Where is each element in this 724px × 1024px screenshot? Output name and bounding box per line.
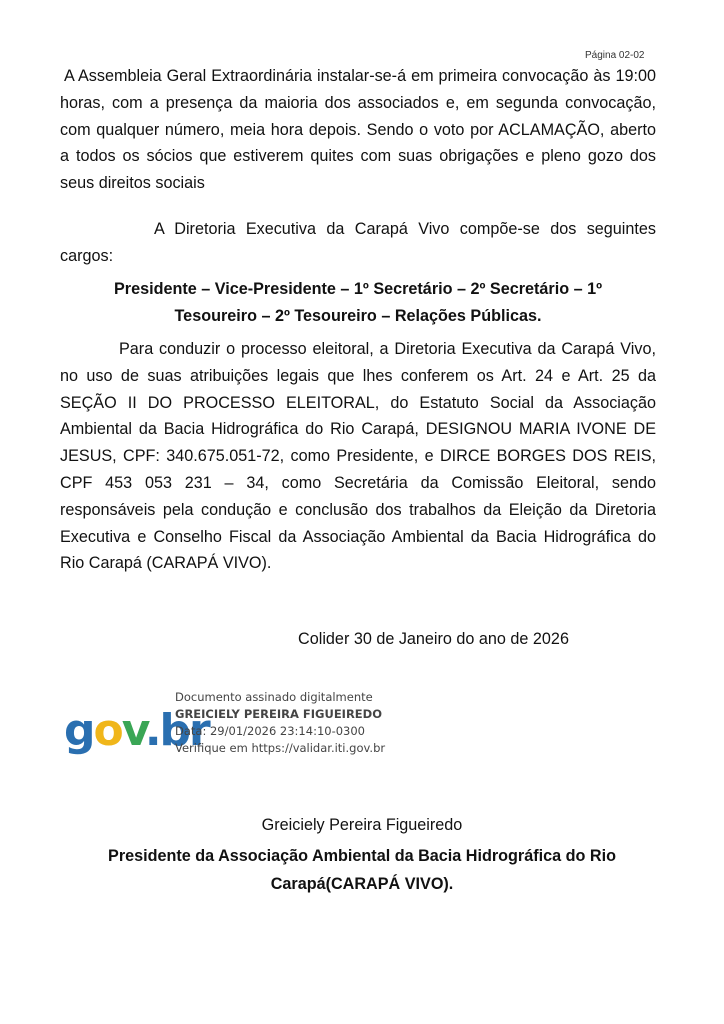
signature-details [175,689,385,757]
gov-br-logo: gov.br [64,705,209,756]
board-positions: Presidente – Vice-Presidente – 1º Secretário – 2º Secretário – 1º Tesoureiro – 2º Tesoureiro – Relações Públicas. [113,280,603,325]
digital-signature-seal [64,685,424,775]
page-number: Página 02-02 [585,50,645,61]
signer-name-uppercase: GREICIELY PEREIRA FIGUEIREDO [175,707,382,721]
paragraph-board-composition: A Diretoria Executiva da Carapá Vivo compõe-se dos seguintes cargos: [60,220,656,265]
paragraph-electoral-process: Para conduzir o processo eleitoral, a Diretoria Executiva da Carapá Vivo, no uso de suas atribuições legais que lhes conferem os Art. 24 e Art. 25 da SEÇÃO II DO PROCESSO ELEITORAL, do Estatuto Social da Associação Ambiental da Bacia Hidrográfica do Rio Carapá, DESIGNOU MARIA IVONE DE JESUS, CPF: 340.675.051-72, como Presidente, e DIRCE BORGES DOS REIS, CPF 453 053 231 – 34, como Secretária da Comissão Eleitoral, sendo responsáveis pela condução e conclusão dos trabalhos da Eleição da Diretoria Executiva e Conselho Fiscal da Associação Ambiental da Bacia Hidrográfica do Rio Carapá (CARAPÁ VIVO). [60,340,656,573]
city-date: Colider 30 de Janeiro do ano de 2026 [298,630,569,648]
verify-link-text: Verifique em https://validar.iti.gov.br [175,741,386,755]
signed-digitally-label: Documento assinado digitalmente [175,690,373,704]
signer-name: Greiciely Pereira Figueiredo [261,816,463,834]
signature-date: Data: 29/01/2026 23:14:10-0300 [175,724,365,738]
paragraph-assembly: A Assembleia Geral Extraordinária instalar-se-á em primeira convocação às 19:00 horas, com a presença da maioria dos associados e, em segunda convocação, com qualquer número, meia hora depois. Sendo o voto por ACLAMAÇÃO, aberto a todos os sócios que estiverem quites com suas obrigações e pleno gozo dos seus direitos sociais [60,67,656,193]
signer-role: Presidente da Associação Ambiental da Bacia Hidrográfica do Rio Carapá(CARAPÁ VIVO). [108,847,616,893]
